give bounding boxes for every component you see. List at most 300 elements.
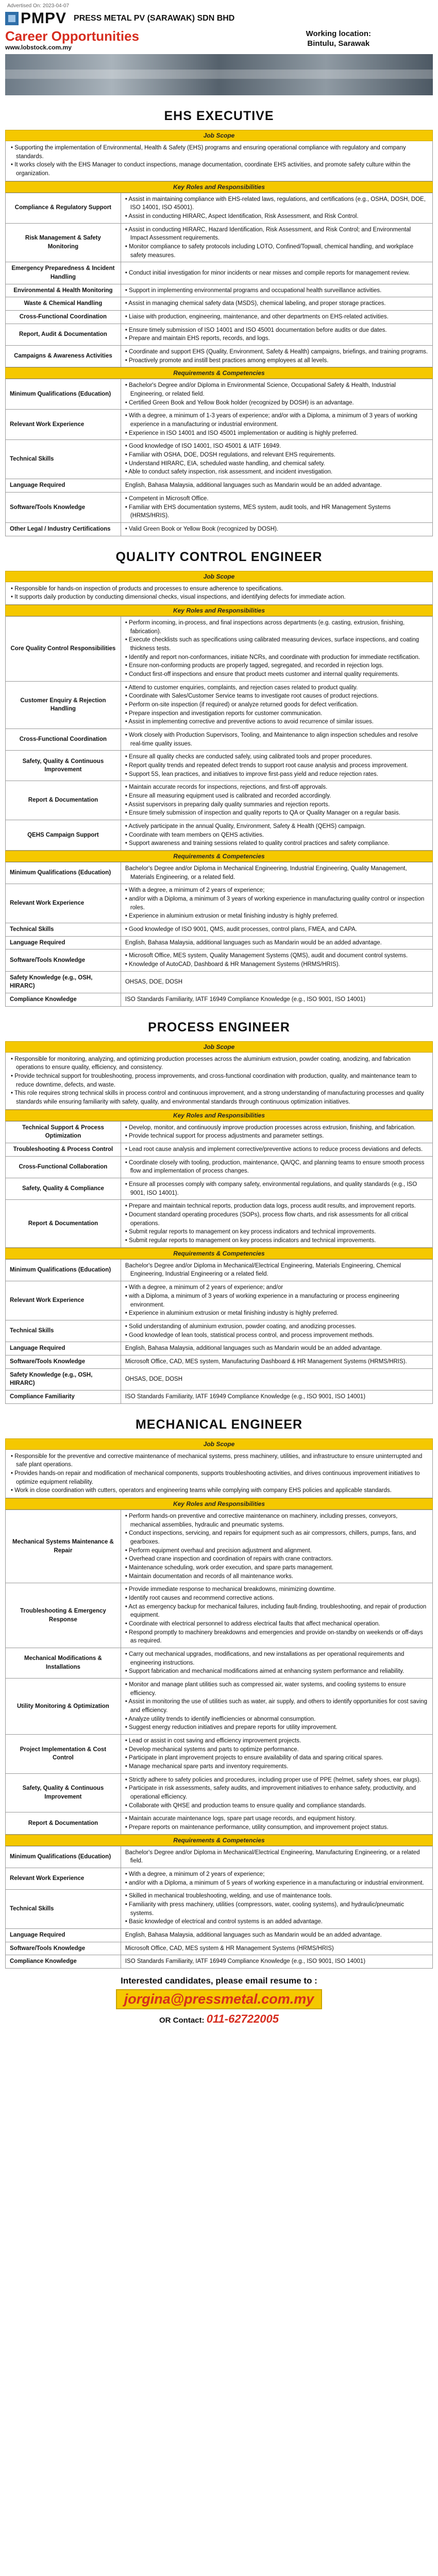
row-label: Safety, Quality & Continuous Improvement: [6, 751, 121, 781]
bullet-item: Bachelor's Degree and/or Diploma in Mechanical/Electrical Engineering, Manufacturing Engineering, or a related field.: [125, 1849, 420, 1865]
row-label: Cross-Functional Collaboration: [6, 1156, 121, 1178]
row-label: Other Legal / Industry Certifications: [6, 522, 121, 536]
bullet-item: • With a degree, a minimum of 2 years of experience; and/or: [125, 1284, 283, 1291]
row-label: Technical Skills: [6, 923, 121, 937]
row-content: [121, 379, 432, 410]
bullet-item: • Understand HIRARC, EIA, scheduled waste handling, and chemical safety.: [125, 460, 325, 467]
working-location: [306, 29, 371, 49]
row-content: [121, 492, 432, 522]
row-content: [121, 1178, 432, 1200]
row-content: [121, 728, 432, 750]
table-row: [6, 379, 433, 410]
advertised-date: Advertised On: 2023-04-07: [7, 3, 70, 9]
table-row: [6, 1942, 433, 1955]
table-row: [6, 479, 433, 493]
bullet-item: • Perform incoming, in-process, and final inspections across departments (e.g. casting, extrusion, finishing, fabrication).: [125, 619, 405, 635]
row-label: Software/Tools Knowledge: [6, 1942, 121, 1955]
bullet-item: • Maintenance scheduling, work order execution, and spare parts management.: [125, 1564, 334, 1571]
bullet-item: • Analyze utility trends to identify inefficiencies or abnormal consumption.: [125, 1716, 316, 1722]
bullet-item: • Identify and report non-conformances, initiate NCRs, and coordinate with production for immediate rectification.: [125, 654, 420, 660]
bullet-item: • Strictly adhere to safety policies and procedures, including proper use of PPE (helmet, safety shoes, ear plugs).: [125, 1776, 422, 1783]
bullet-item: • Identify root causes and recommend corrective actions.: [125, 1595, 274, 1601]
row-content: [121, 1355, 432, 1368]
bullet-item: • Familiarity with press machinery, utilities (compressors, water, cooling systems), and hydraulic/pneumatic systems.: [125, 1902, 405, 1917]
page: [5, 0, 433, 2026]
bullet-item: • Participate in risk assessments, safety audits, and improvement initiatives to enhance safety, productivity, and operational efficiency.: [125, 1785, 416, 1801]
row-label: Cross-Functional Coordination: [6, 311, 121, 324]
row-label: Safety, Quality & Continuous Improvement: [6, 1773, 121, 1812]
row-content: [121, 862, 432, 884]
bullet-item: • Perform on-site inspection (if required) or analyze returned goods for defect verification.: [125, 701, 358, 708]
bullet-item: • It works closely with the EHS Manager to conduct inspections, manage documentation, coordinate EHS activities, and promote safety culture within the organization.: [11, 162, 411, 177]
row-label: Software/Tools Knowledge: [6, 492, 121, 522]
table-row: [6, 262, 433, 284]
bullet-item: English, Bahasa Malaysia, additional languages such as Mandarin would be an added advantage.: [125, 1345, 382, 1352]
bullet-item: • Maintain accurate maintenance logs, spare part usage records, and equipment history.: [125, 1816, 356, 1822]
row-content: [121, 884, 432, 923]
table-row: [6, 993, 433, 1007]
bullet-item: • Provide technical support for process adjustments and parameter settings.: [125, 1133, 324, 1140]
row-label: Minimum Qualifications (Education): [6, 1846, 121, 1868]
bullet-item: • Coordinate with electrical personnel to address electrical faults that affect mechanical operation.: [125, 1620, 380, 1627]
row-label: Relevant Work Experience: [6, 410, 121, 440]
table-row: [6, 1259, 433, 1281]
row-content: [121, 223, 432, 262]
bullet-item: • Competent in Microsoft Office.: [125, 495, 209, 502]
bullet-item: • Familiar with EHS documentation systems, MES system, audit tools, and HR Management Systems (HRMS/HRIS).: [125, 504, 391, 519]
table-row: [6, 1143, 433, 1157]
row-content: [121, 297, 432, 311]
bullet-item: • Carry out mechanical upgrades, modifications, and new installations as per operational requirements and engineering instructions.: [125, 1651, 405, 1666]
bullet-item: • Manage mechanical spare parts and inventory requirements.: [125, 1764, 289, 1770]
bullet-item: • Report quality trends and repeated defect trends to support root cause analysis and process improvement.: [125, 762, 408, 769]
row-label: Safety, Quality & Compliance: [6, 1178, 121, 1200]
job-title: QUALITY CONTROL ENGINEER: [115, 549, 323, 564]
bullet-item: • Lead or assist in cost saving and efficiency improvement projects.: [125, 1738, 301, 1744]
key-roles-table: [5, 1121, 433, 1248]
table-row: [6, 492, 433, 522]
bullet-item: • Submit regular reports to management on key process indicators and technical improvements.: [125, 1229, 376, 1235]
row-label: Mechanical Modifications & Installations: [6, 1648, 121, 1678]
row-label: Emergency Preparedness & Incident Handling: [6, 262, 121, 284]
bullet-item: • Assist supervisors in preparing daily quality summaries and rejection reports.: [125, 801, 330, 808]
row-content: [121, 262, 432, 284]
row-content: [121, 311, 432, 324]
requirements-table: [5, 862, 433, 1007]
job-listings: [5, 95, 433, 1969]
row-content: [121, 1955, 432, 1969]
footer: [5, 1969, 433, 2026]
row-content: [121, 616, 432, 681]
table-row: [6, 311, 433, 324]
bullet-item: • Good knowledge of lean tools, statistical process control, and process improvement methods.: [125, 1332, 374, 1338]
bullet-item: • Responsible for hands-on inspection of products and processes to ensure adherence to specifications.: [11, 585, 283, 592]
table-row: [6, 1320, 433, 1342]
bullet-item: • and/or with a Diploma, a minimum of 5 years of working experience in a manufacturing or industrial environment.: [125, 1879, 424, 1886]
row-label: Software/Tools Knowledge: [6, 1355, 121, 1368]
bullet-item: ISO Standards Familiarity, IATF 16949 Compliance Knowledge (e.g., ISO 9001, ISO 14001): [125, 1393, 366, 1400]
row-label: Report, Audit & Documentation: [6, 324, 121, 345]
bullet-item: • This role requires strong technical skills in process control and continuous improvement, and a strong understanding of manufacturing processes and quality standards while ensuring familiarity with safety, quality, and environmental standards through continuous optimization initiatives.: [11, 1090, 424, 1106]
table-row: [6, 616, 433, 681]
row-label: Technical Skills: [6, 1320, 121, 1342]
row-label: Technical Support & Process Optimization: [6, 1121, 121, 1143]
row-content: [121, 971, 432, 993]
table-row: [6, 1156, 433, 1178]
row-content: [121, 1156, 432, 1178]
job-section: [5, 95, 433, 536]
bullet-item: • Liaise with production, engineering, maintenance, and other departments on EHS-related activities.: [125, 314, 389, 320]
row-content: [121, 440, 432, 479]
bullet-item: • Actively participate in the annual Quality, Environment, Safety & Health (QEHS) campaign.: [125, 823, 366, 829]
bullet-item: • Attend to customer enquiries, complaints, and rejection cases related to product quality.: [125, 684, 358, 691]
bullet-item: • Prepare and maintain technical reports, production data logs, process audit results, and improvement reports.: [125, 1203, 416, 1210]
table-row: [6, 1773, 433, 1812]
requirements-header: Requirements & Competencies: [5, 367, 433, 379]
location-label: Working location:: [306, 29, 371, 38]
row-content: [121, 1583, 432, 1648]
row-content: [121, 1735, 432, 1774]
row-content: [121, 522, 432, 536]
job-scope-text: [5, 1450, 433, 1498]
bullet-item: • Responsible for monitoring, analyzing, and optimizing production processes across the aluminium extrusion, powder coating, anodizing, and fabrication operations to ensure quality, efficiency, and consistency.: [11, 1056, 411, 1071]
table-row: [6, 1812, 433, 1834]
job-scope-text: [5, 1053, 433, 1110]
bullet-item: • Experience in aluminium extrusion or metal finishing industry is highly preferred.: [125, 1310, 339, 1317]
bullet-item: • Monitor compliance to safety protocols including LOTO, Confined/Topwall, chemical handling, and workplace safety measures.: [125, 244, 414, 259]
bullet-item: • Proactively promote and instill best practices among employees at all levels.: [125, 357, 329, 364]
row-content: [121, 1929, 432, 1942]
table-row: [6, 346, 433, 367]
bullet-item: • Document standard operating procedures (SOPs), process flow charts, and risk assessments for all critical operations.: [125, 1212, 409, 1227]
row-content: [121, 681, 432, 728]
bullet-item: • Assist in implementing corrective and preventive actions to avoid recurrence of similar issues.: [125, 719, 374, 725]
job-scope-text: [5, 141, 433, 181]
bullet-item: • With a degree, a minimum of 1-3 years of experience; and/or with a Diploma, a minimum of 3 years of working experience in a manufacturing or industrial environment.: [125, 413, 417, 428]
table-row: [6, 1178, 433, 1200]
table-row: [6, 971, 433, 993]
table-row: [6, 193, 433, 223]
job-title: MECHANICAL ENGINEER: [135, 1417, 303, 1432]
bullet-item: • Support in implementing environmental programs and occupational health surveillance activities.: [125, 287, 382, 294]
bullet-item: • Support fabrication and mechanical modifications aimed at enhancing system performance and reliability.: [125, 1668, 405, 1675]
bullet-item: • Develop mechanical systems and parts to optimize performance.: [125, 1746, 299, 1753]
row-content: [121, 1812, 432, 1834]
job-scope-header: Job Scope: [5, 130, 433, 141]
row-label: Minimum Qualifications (Education): [6, 379, 121, 410]
bullet-item: • Supporting the implementation of Environmental, Health & Safety (EHS) programs and ensuring operational compliance with regulatory and company standards.: [11, 145, 406, 160]
bullet-item: • Lead root cause analysis and implement corrective/preventive actions to reduce process deviations and defects.: [125, 1146, 423, 1153]
table-row: [6, 1281, 433, 1320]
bullet-item: Bachelor's Degree and/or Diploma in Mechanical Engineering, Industrial Engineering, Quality Management, Materials Engineering, or a related field.: [125, 865, 407, 880]
row-label: Report & Documentation: [6, 1812, 121, 1834]
row-content: [121, 1259, 432, 1281]
key-roles-header: Key Roles and Responsibilities: [5, 1498, 433, 1510]
row-content: [121, 993, 432, 1007]
key-roles-header: Key Roles and Responsibilities: [5, 1110, 433, 1121]
key-roles-table: [5, 1510, 433, 1835]
bullet-item: • Solid understanding of aluminium extrusion, powder coating, and anodizing processes.: [125, 1323, 357, 1330]
bullet-item: English, Bahasa Malaysia, additional languages such as Mandarin would be an added advantage.: [125, 482, 382, 489]
bullet-item: • Suggest energy reduction initiatives and prepare reports for utility improvement.: [125, 1724, 338, 1731]
bullet-item: English, Bahasa Malaysia, additional languages such as Mandarin would be an added advantage.: [125, 939, 382, 946]
row-label: Safety Knowledge (e.g., OSH, HIRARC): [6, 1368, 121, 1390]
row-content: [121, 781, 432, 820]
table-row: [6, 681, 433, 728]
key-roles-header: Key Roles and Responsibilities: [5, 605, 433, 616]
table-row: [6, 862, 433, 884]
row-content: [121, 1846, 432, 1868]
row-label: Waste & Chemical Handling: [6, 297, 121, 311]
bullet-item: Microsoft Office, CAD, MES system, Manufacturing Dashboard & HR Management Systems (HRMS/HRIS).: [125, 1358, 407, 1365]
row-label: Report & Documentation: [6, 1200, 121, 1247]
table-row: [6, 1390, 433, 1403]
header: [5, 10, 433, 27]
row-label: Compliance & Regulatory Support: [6, 193, 121, 223]
bullet-item: • Perform equipment overhaul and precision adjustment and alignment.: [125, 1547, 312, 1554]
table-row: [6, 884, 433, 923]
career-title: Career Opportunities: [5, 28, 140, 44]
requirements-header: Requirements & Competencies: [5, 1835, 433, 1846]
row-content: [121, 1281, 432, 1320]
row-content: [121, 1890, 432, 1929]
job-section: [5, 1404, 433, 1969]
logo-text: PMPV: [21, 10, 67, 27]
row-content: [121, 1320, 432, 1342]
bullet-item: • Coordinate with Sales/Customer Service teams to investigate root causes of product rejections.: [125, 693, 379, 700]
bullet-item: • Develop, monitor, and continuously improve production processes across extrusion, finishing, and fabrication.: [125, 1124, 416, 1131]
bullet-item: • Knowledge of AutoCAD, Dashboard & HR Management Systems (HRMS/HRIS).: [125, 961, 340, 968]
row-content: [121, 936, 432, 950]
career-row: [5, 29, 433, 51]
row-content: [121, 923, 432, 937]
bullet-item: • Execute checklists such as specifications using calibrated measuring devices, surface inspections, and coating thickness tests.: [125, 637, 419, 652]
bullet-item: • Monitor and manage plant utilities such as compressed air, water systems, and cooling systems to ensure efficiency.: [125, 1682, 406, 1697]
table-row: [6, 923, 433, 937]
row-label: Troubleshooting & Process Control: [6, 1143, 121, 1157]
row-label: Customer Enquiry & Rejection Handling: [6, 681, 121, 728]
bullet-item: English, Bahasa Malaysia, additional languages such as Mandarin would be an added advantage.: [125, 1932, 382, 1939]
table-row: [6, 728, 433, 750]
row-label: Minimum Qualifications (Education): [6, 862, 121, 884]
bullet-item: • Good knowledge of ISO 9001, QMS, audit processes, control plans, FMEA, and CAPA.: [125, 926, 357, 933]
row-label: Report & Documentation: [6, 781, 121, 820]
job-section: [5, 536, 433, 1007]
row-content: [121, 284, 432, 297]
table-row: [6, 1955, 433, 1969]
table-row: [6, 950, 433, 971]
table-row: [6, 284, 433, 297]
row-label: Software/Tools Knowledge: [6, 950, 121, 971]
row-label: Language Required: [6, 1342, 121, 1355]
bullet-item: • Assist in conducting HIRARC, Aspect Identification, Risk Assessment, and Risk Control.: [125, 213, 359, 220]
bullet-item: • Collaborate with QHSE and production teams to ensure quality and compliance standards.: [125, 1802, 366, 1809]
row-label: Relevant Work Experience: [6, 884, 121, 923]
bullet-item: OHSAS, DOE, DOSH: [125, 979, 183, 986]
bullet-item: • Work in close coordination with cutters, operators and engineering teams while complying with company EHS policies and applicable standards.: [11, 1487, 392, 1494]
row-label: Minimum Qualifications (Education): [6, 1259, 121, 1281]
bullet-item: • Support awareness and training sessions related to quality control practices and safety compliance.: [125, 840, 390, 847]
bullet-item: • Ensure all processes comply with company safety, environmental regulations, and quality standards (e.g., ISO 9001, ISO 14001).: [125, 1181, 417, 1196]
bullet-item: • Act as emergency backup for mechanical failures, including fault-finding, troubleshooting, and repair of production equipment.: [125, 1603, 427, 1619]
table-row: [6, 1368, 433, 1390]
bullet-item: • Conduct initial investigation for minor incidents or near misses and compile reports for management review.: [125, 269, 410, 276]
bullet-item: • Provides hands-on repair and modification of mechanical components, supports troubleshooting activities, and drives continuous improvement initiatives to optimize equipment reliability.: [11, 1470, 420, 1485]
row-content: [121, 1942, 432, 1955]
key-roles-table: [5, 193, 433, 368]
row-label: Compliance Knowledge: [6, 993, 121, 1007]
table-row: [6, 522, 433, 536]
bullet-item: • Maintain documentation and records of all maintenance works.: [125, 1573, 294, 1580]
logo-mark-icon: [5, 12, 19, 25]
row-content: [121, 1648, 432, 1678]
bullet-item: • Experience in aluminium extrusion or metal finishing industry is highly preferred.: [125, 913, 339, 920]
table-row: [6, 936, 433, 950]
row-content: [121, 1342, 432, 1355]
bullet-item: • Participate in plant improvement projects to ensure availability of data and sparing critical spares.: [125, 1755, 383, 1761]
row-label: Technical Skills: [6, 1890, 121, 1929]
bullet-item: • Responsible for the preventive and corrective maintenance of mechanical systems, press machinery, utilities, and infrastructure to ensure uninterrupted and safe plant operations.: [11, 1453, 423, 1468]
row-content: [121, 1200, 432, 1247]
table-row: [6, 410, 433, 440]
table-row: [6, 1510, 433, 1583]
row-content: [121, 1679, 432, 1735]
bullet-item: ISO Standards Familiarity, IATF 16949 Compliance Knowledge (e.g., ISO 9001, ISO 14001): [125, 1958, 366, 1965]
job-scope-header: Job Scope: [5, 571, 433, 582]
location-value: Bintulu, Sarawak: [307, 39, 370, 48]
row-content: [121, 1868, 432, 1890]
bullet-item: • Provide immediate response to mechanical breakdowns, minimizing downtime.: [125, 1586, 336, 1593]
row-content: [121, 950, 432, 971]
row-content: [121, 1390, 432, 1403]
bullet-item: • and/or with a Diploma, a minimum of 3 years of working experience in manufacturing quality control or inspection roles.: [125, 896, 425, 911]
row-label: Troubleshooting & Emergency Response: [6, 1583, 121, 1648]
bullet-item: • Overhead crane inspection and coordination of repairs with crane contractors.: [125, 1556, 333, 1563]
row-label: Language Required: [6, 936, 121, 950]
row-content: [121, 751, 432, 781]
row-content: [121, 193, 432, 223]
row-content: [121, 479, 432, 493]
contact-label: OR Contact:: [159, 2016, 205, 2025]
requirements-table: [5, 379, 433, 536]
row-content: [121, 1773, 432, 1812]
bullet-item: • Work closely with Production Supervisors, Tooling, and Maintenance to align inspection schedules and resolve real-time quality issues.: [125, 732, 418, 747]
bullet-item: • Basic knowledge of electrical and control systems is an added advantage.: [125, 1919, 323, 1925]
bullet-item: • Valid Green Book or Yellow Book (recognized by DOSH).: [125, 526, 279, 532]
bullet-item: • Prepare inspection and investigation reports for customer communication.: [125, 710, 323, 717]
row-label: Compliance Knowledge: [6, 1955, 121, 1969]
table-row: [6, 324, 433, 345]
table-row: [6, 751, 433, 781]
bullet-item: • Prepare reports on maintenance performance, utility consumption, and improvement project status.: [125, 1824, 389, 1831]
bullet-item: • Coordinate with team members on QEHS activities.: [125, 832, 264, 838]
row-content: [121, 1143, 432, 1157]
key-roles-header: Key Roles and Responsibilities: [5, 181, 433, 193]
row-content: [121, 346, 432, 367]
website-link[interactable]: www.lobstock.com.my: [5, 44, 72, 51]
contact-line: [5, 2012, 433, 2026]
table-row: [6, 1846, 433, 1868]
table-row: [6, 1583, 433, 1648]
bullet-item: • Able to conduct safety inspection, risk assessment, and incident investigation.: [125, 469, 333, 476]
bullet-item: • Conduct inspections, servicing, and repairs for equipment such as air compressors, chillers, pumps, fans, and gearboxes.: [125, 1530, 416, 1545]
job-scope-header: Job Scope: [5, 1041, 433, 1053]
bullet-item: • Experience in ISO 14001 and ISO 45001 implementation or auditing is highly preferred.: [125, 430, 358, 436]
bullet-item: • Maintain accurate records for inspections, rejections, and first-off approvals.: [125, 784, 328, 791]
company-name: PRESS METAL PV (SARAWAK) SDN BHD: [74, 14, 235, 23]
table-row: [6, 1735, 433, 1774]
bullet-item: • Skilled in mechanical troubleshooting, welding, and use of maintenance tools.: [125, 1893, 332, 1900]
row-content: [121, 1368, 432, 1390]
bullet-item: • Microsoft Office, MES system, Quality Management Systems (QMS), audit and document control systems.: [125, 953, 408, 959]
bullet-item: • Assist in managing chemical safety data (MSDS), chemical labeling, and proper storage practices.: [125, 300, 386, 307]
row-label: Core Quality Control Responsibilities: [6, 616, 121, 681]
row-content: [121, 1121, 432, 1143]
table-row: [6, 1679, 433, 1735]
table-row: [6, 1648, 433, 1678]
bullet-item: • Prepare and maintain EHS reports, records, and logs.: [125, 335, 270, 342]
row-content: [121, 410, 432, 440]
job-section: [5, 1007, 433, 1404]
bullet-item: • Ensure timely submission of inspection and quality reports to QA or Quality Manager on a regular basis.: [125, 810, 400, 817]
row-label: Language Required: [6, 479, 121, 493]
requirements-header: Requirements & Competencies: [5, 1248, 433, 1259]
bullet-item: • Coordinate closely with tooling, production, maintenance, QA/QC, and planning teams to ensure smooth process flow and implementation of process changes.: [125, 1159, 425, 1175]
bullet-item: • Conduct first-off inspections and ensure that product meets customer and internal quality requirements.: [125, 671, 399, 677]
bullet-item: • Coordinate and support EHS (Quality, Environment, Safety & Health) campaigns, briefings, and training programs.: [125, 349, 428, 355]
bullet-item: • Familiar with OSHA, DOE, DOSH regulations, and relevant EHS requirements.: [125, 452, 335, 459]
requirements-table: [5, 1259, 433, 1404]
table-row: [6, 1342, 433, 1355]
row-label: Environmental & Health Monitoring: [6, 284, 121, 297]
bullet-item: Microsoft Office, CAD, MES system & HR Management Systems (HRMS/HRIS): [125, 1945, 334, 1952]
row-label: Relevant Work Experience: [6, 1281, 121, 1320]
row-label: Compliance Familiarity: [6, 1390, 121, 1403]
row-label: Language Required: [6, 1929, 121, 1942]
table-row: [6, 1890, 433, 1929]
bullet-item: • Provide technical support for troubleshooting, process improvements, and cross-functional coordination with production, quality, and maintenance team to reduce downtime, defects, and waste.: [11, 1073, 417, 1088]
factory-banner-image: [5, 54, 433, 95]
job-title: EHS EXECUTIVE: [164, 109, 274, 123]
email-address[interactable]: jorgina@pressmetal.com.my: [116, 1989, 322, 2009]
row-label: Campaigns & Awareness Activities: [6, 346, 121, 367]
bullet-item: • Bachelor's Degree and/or Diploma in Environmental Science, Occupational Safety & Health, Industrial Engineering, or related field.: [125, 382, 396, 398]
table-row: [6, 1868, 433, 1890]
bullet-item: • With a degree, a minimum of 2 years of experience;: [125, 887, 265, 894]
job-scope-header: Job Scope: [5, 1438, 433, 1450]
bullet-item: • Ensure non-conforming products are properly tagged, segregated, and recorded in rejection logs.: [125, 663, 384, 669]
bullet-item: • With a degree, a minimum of 2 years of experience;: [125, 1871, 265, 1878]
bullet-item: • Good knowledge of ISO 14001, ISO 45001 & IATF 16949.: [125, 443, 281, 450]
row-label: Cross-Functional Coordination: [6, 728, 121, 750]
table-row: [6, 440, 433, 479]
table-row: [6, 223, 433, 262]
bullet-item: • Support 5S, lean practices, and initiatives to improve first-pass yield and reduce rejection rates.: [125, 771, 378, 777]
bullet-item: Bachelor's Degree and/or Diploma in Mechanical/Electrical Engineering, Materials Engineering, Chemical Engineering, Industrial Engineering or a related field.: [125, 1262, 401, 1278]
bullet-item: • with a Diploma, a minimum of 3 years of working experience in a manufacturing or process engineering environment.: [125, 1293, 399, 1308]
row-label: QEHS Campaign Support: [6, 820, 121, 850]
bullet-item: • Assist in maintaining compliance with EHS-related laws, regulations, and certifications (e.g., OSHA, DOSH, DOE, ISO 14001, ISO 45001).: [125, 196, 426, 211]
row-label: Safety Knowledge (e.g., OSH, HIRARC): [6, 971, 121, 993]
key-roles-table: [5, 616, 433, 851]
bullet-item: • Ensure all quality checks are conducted safely, using calibrated tools and proper procedures.: [125, 754, 373, 760]
company-logo: [5, 10, 66, 27]
table-row: [6, 1200, 433, 1247]
row-label: Mechanical Systems Maintenance & Repair: [6, 1510, 121, 1583]
contact-number[interactable]: 011-62722005: [206, 2012, 279, 2026]
bullet-item: • Respond promptly to machinery breakdowns and emergencies and provide on-standby on weekends or off-days as required.: [125, 1629, 423, 1645]
requirements-header: Requirements & Competencies: [5, 851, 433, 862]
